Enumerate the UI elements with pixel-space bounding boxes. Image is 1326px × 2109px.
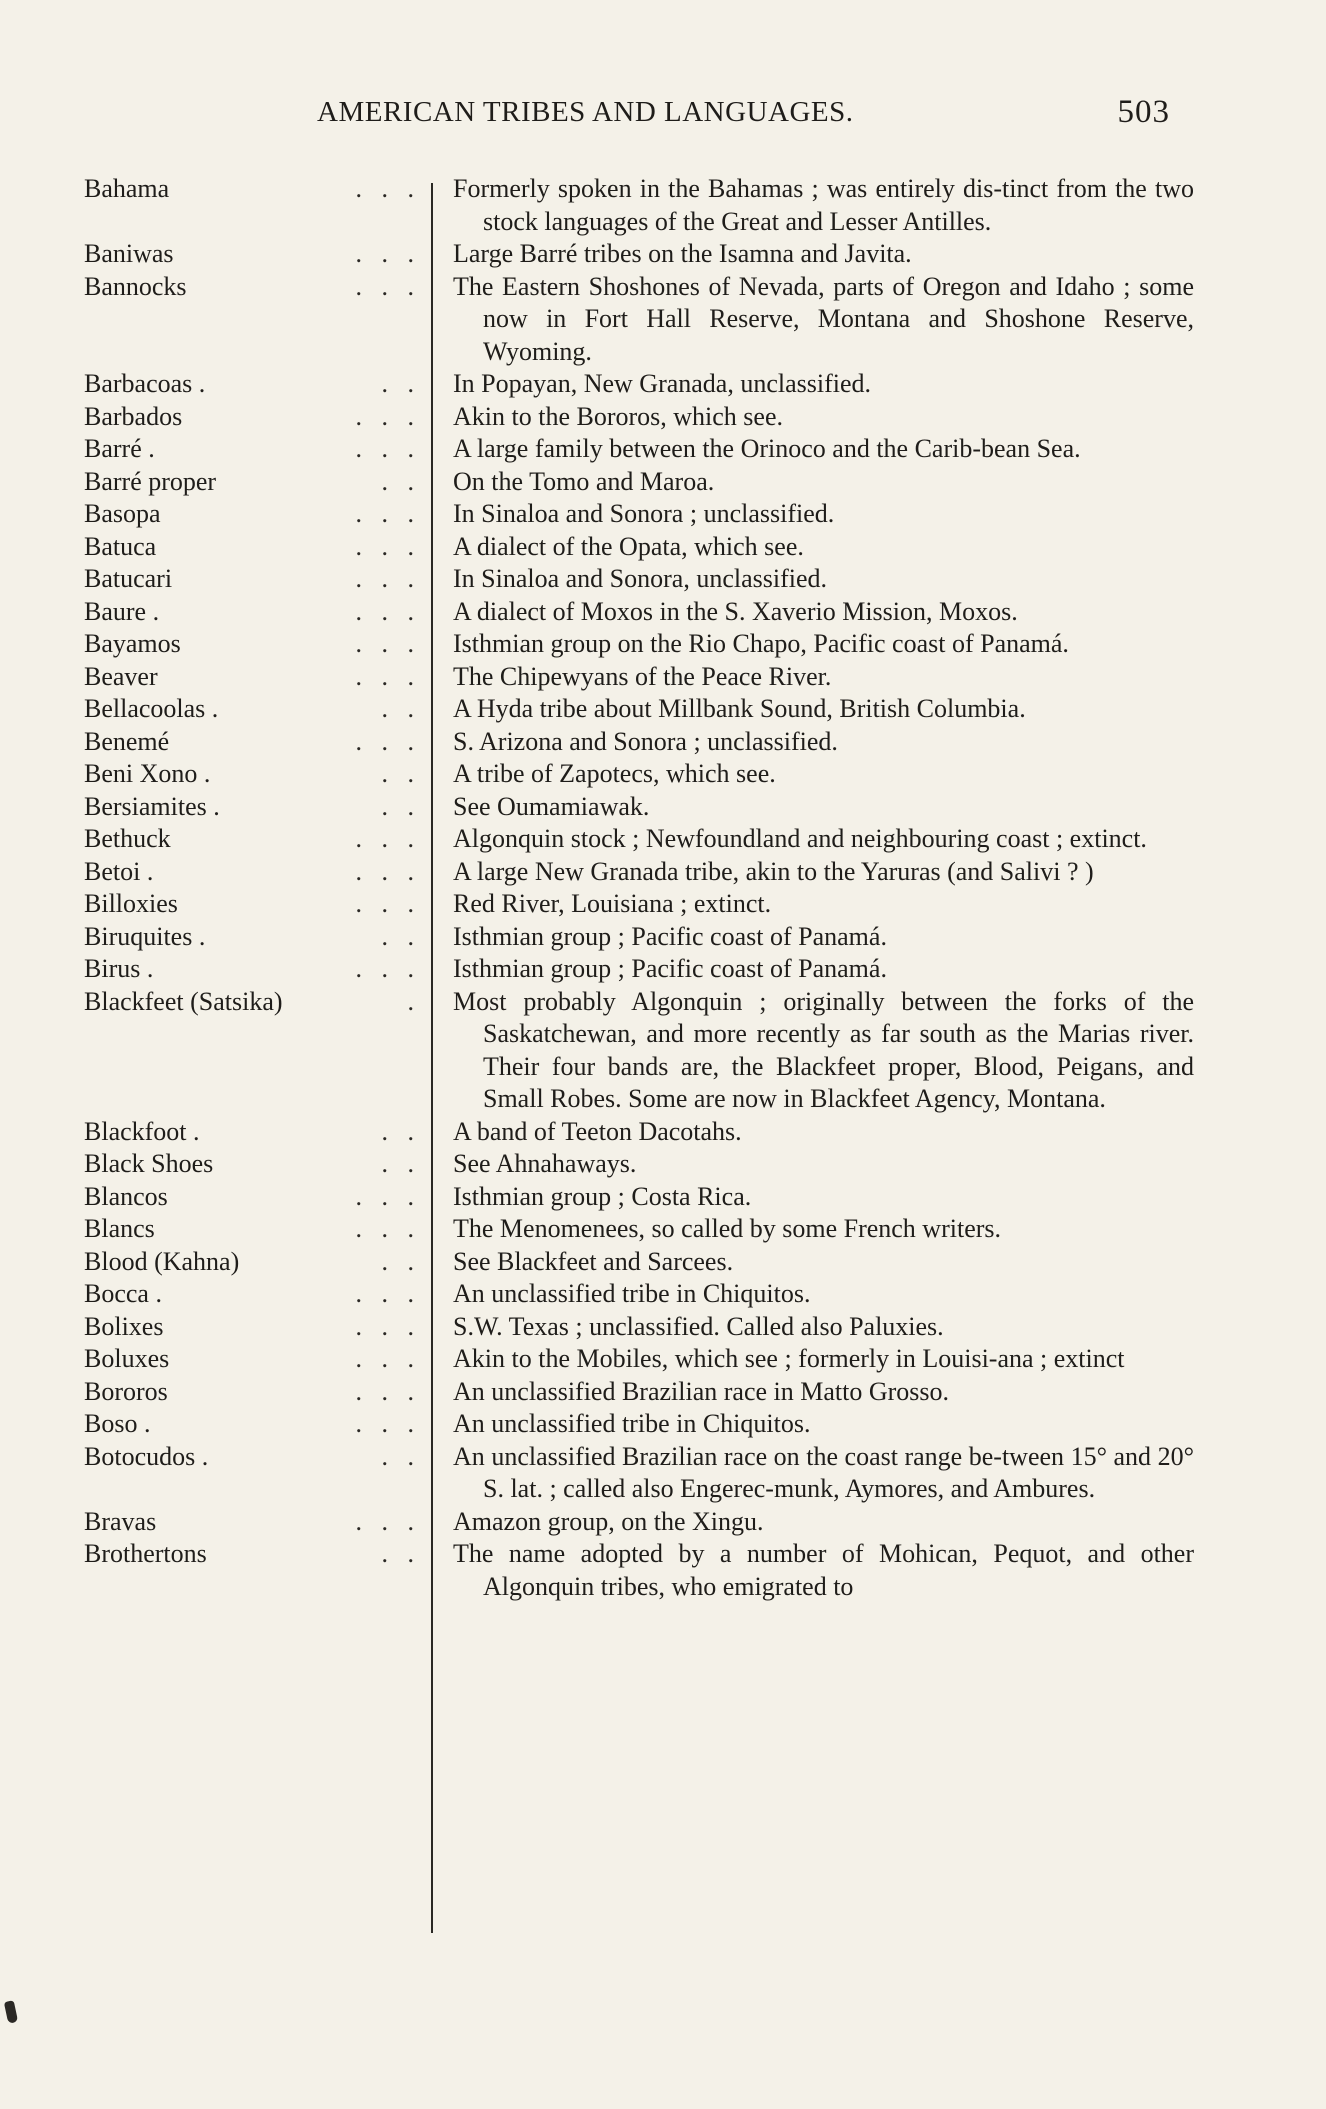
glossary-list: [84, 173, 1194, 1603]
glossary-entry: [84, 401, 1184, 434]
entry-description: An unclassified tribe in Chiquitos.: [453, 1409, 811, 1438]
entry-description: Isthmian group ; Pacific coast of Panamá.: [453, 921, 887, 951]
entry-description: A dialect of the Opata, which see.: [453, 531, 804, 561]
leader-dots: . . .: [355, 629, 414, 658]
glossary-entry: [84, 1343, 1184, 1376]
leader-dots: . . .: [355, 1376, 414, 1406]
leader-dots: . . .: [355, 239, 414, 268]
glossary-entry: [84, 271, 1194, 369]
entry-description: The Chipewyans of the Peace River.: [453, 661, 832, 691]
glossary-entry: [84, 693, 1184, 726]
entry-description: Formerly spoken in the Bahamas ; was entirely dis-tinct from the two stock languages of the Great and Lesser Antilles.: [453, 174, 1194, 236]
glossary-entry: [84, 953, 1184, 986]
leader-dots: . . .: [355, 1181, 414, 1211]
entry-description: An unclassified Brazilian race on the coast range be-tween 15° and 20° S. lat. ; called also Engerec-munk, Aymores, and Ambures.: [453, 1441, 1194, 1503]
entry-name-text: Boluxes: [84, 1344, 170, 1373]
leader-dots: . . .: [355, 1311, 414, 1341]
entry-name-text: Basopa: [84, 499, 161, 528]
leader-dots: . .: [329, 1539, 414, 1568]
leader-dots: . .: [355, 1116, 414, 1146]
glossary-entry: [84, 466, 1184, 499]
leader-dots: . . .: [355, 1344, 414, 1373]
glossary-entry: [84, 628, 1184, 661]
leader-dots: . . .: [355, 1506, 414, 1536]
entry-name-text: Blancs: [84, 1214, 155, 1243]
entry-description: See Oumamiawak.: [453, 791, 650, 821]
entry-name-text: Birus .: [84, 954, 154, 983]
entry-name-text: Blood (Kahna): [84, 1246, 240, 1276]
glossary-entry: [84, 1246, 1184, 1279]
entry-description: Akin to the Mobiles, which see ; formerly in Louisi-ana ; extinct: [453, 1344, 1125, 1373]
entry-name-text: Barbacoas .: [84, 369, 206, 398]
entry-description: Algonquin stock ; Newfoundland and neighbouring coast ; extinct.: [453, 824, 1147, 853]
leader-dots: . .: [355, 759, 414, 788]
glossary-entry: [84, 1213, 1184, 1246]
entry-name-text: Barré .: [84, 434, 155, 463]
entry-name-text: Bolixes: [84, 1311, 164, 1341]
entry-description: Amazon group, on the Xingu.: [453, 1506, 764, 1536]
entry-description: Red River, Louisiana ; extinct.: [453, 889, 772, 918]
entry-name-text: Beni Xono .: [84, 759, 211, 788]
entry-name-text: Bellacoolas .: [84, 694, 219, 723]
glossary-entry: [84, 921, 1184, 954]
glossary-entry: [84, 1116, 1184, 1149]
entry-name-text: Blackfoot .: [84, 1116, 200, 1146]
entry-description: A large family between the Orinoco and the Carib-bean Sea.: [453, 434, 1081, 463]
entry-description: The name adopted by a number of Mohican, Pequot, and other Algonquin tribes, who emigrated to: [453, 1539, 1194, 1601]
leader-dots: . .: [329, 1149, 414, 1178]
leader-dots: . . .: [355, 824, 414, 853]
leader-dots: . .: [355, 921, 414, 951]
entry-description: A Hyda tribe about Millbank Sound, British Columbia.: [453, 694, 1026, 723]
leader-dots: . . .: [355, 1214, 414, 1243]
glossary-entry: [84, 986, 1194, 1116]
entry-description: S. Arizona and Sonora ; unclassified.: [453, 726, 838, 756]
entry-description: On the Tomo and Maroa.: [453, 466, 715, 496]
glossary-entry: [84, 1278, 1184, 1311]
entry-description: See Blackfeet and Sarcees.: [453, 1246, 734, 1276]
leader-dots: .: [329, 986, 414, 1016]
leader-dots: . . .: [355, 1279, 414, 1308]
entry-name-text: Benemé: [84, 726, 170, 756]
entry-name-text: Barbados: [84, 401, 183, 431]
entry-description: A band of Teeton Dacotahs.: [453, 1116, 742, 1146]
glossary-entry: [84, 368, 1184, 401]
ink-blot: [4, 2000, 18, 2024]
entry-name-text: Black Shoes: [84, 1149, 214, 1178]
glossary-entry: [84, 173, 1194, 238]
entry-name-text: Blackfeet (Satsika): [84, 986, 283, 1016]
entry-description: Isthmian group on the Rio Chapo, Pacific coast of Panamá.: [453, 629, 1069, 658]
glossary-entry: [84, 1311, 1184, 1344]
entry-description: Most probably Algonquin ; originally between the forks of the Saskatchewan, and more recently as far south as the Marias river. Their four bands are, the Blackfeet proper, Blood, Peigans, and Small Robes. Some are now in Blackfeet Agency, Montana.: [453, 986, 1194, 1113]
entry-name-text: Betoi .: [84, 856, 154, 886]
leader-dots: . .: [355, 694, 414, 723]
entry-description: Isthmian group ; Pacific coast of Panamá.: [453, 954, 887, 983]
leader-dots: . . .: [355, 174, 414, 203]
entry-description: Akin to the Bororos, which see.: [453, 401, 784, 431]
leader-dots: . . .: [355, 954, 414, 983]
leader-dots: . . .: [355, 271, 414, 301]
entry-name-text: Boso .: [84, 1409, 151, 1438]
entry-description: A tribe of Zapotecs, which see.: [453, 759, 776, 788]
leader-dots: . . .: [355, 1409, 414, 1438]
entry-name-text: Batucari: [84, 564, 173, 593]
entry-name-text: Bayamos: [84, 629, 181, 658]
leader-dots: . . .: [355, 564, 414, 593]
page-number: 503: [1117, 94, 1170, 130]
entry-description: The Eastern Shoshones of Nevada, parts of Oregon and Idaho ; some now in Fort Hall Reserve, Montana and Shoshone Reserve, Wyoming.: [453, 271, 1194, 366]
glossary-entry: [84, 1538, 1194, 1603]
glossary-entry: [84, 433, 1184, 466]
leader-dots: . . .: [355, 856, 414, 886]
glossary-entry: [84, 1148, 1184, 1181]
entry-description: An unclassified tribe in Chiquitos.: [453, 1279, 811, 1308]
glossary-entry: [84, 888, 1184, 921]
glossary-entry: [84, 1376, 1184, 1409]
entry-name-text: Barré proper: [84, 466, 217, 496]
running-title: AMERICAN TRIBES AND LANGUAGES.: [317, 96, 854, 128]
glossary-entry: [84, 596, 1184, 629]
leader-dots: . .: [355, 791, 414, 821]
glossary-entry: [84, 823, 1184, 856]
glossary-entry: [84, 238, 1184, 271]
entry-name-text: Botocudos .: [84, 1441, 209, 1471]
entry-description: An unclassified Brazilian race in Matto Grosso.: [453, 1376, 950, 1406]
entry-name-text: Bororos: [84, 1376, 168, 1406]
glossary-entry: [84, 531, 1184, 564]
entry-description: In Sinaloa and Sonora ; unclassified.: [453, 499, 835, 528]
glossary-entry: [84, 1181, 1184, 1214]
running-header: [300, 96, 1170, 140]
leader-dots: . .: [329, 466, 414, 496]
entry-name-text: Blancos: [84, 1181, 168, 1211]
glossary-entry: [84, 661, 1184, 694]
glossary-entry: [84, 791, 1184, 824]
glossary-entry: [84, 1441, 1194, 1506]
leader-dots: . . .: [355, 531, 414, 561]
leader-dots: . .: [329, 1246, 414, 1276]
entry-name-text: Biruquites .: [84, 921, 206, 951]
entry-description: S.W. Texas ; unclassified. Called also Paluxies.: [453, 1311, 944, 1341]
entry-description: In Popayan, New Granada, unclassified.: [453, 369, 872, 398]
entry-name-text: Baniwas: [84, 239, 174, 268]
leader-dots: . . .: [355, 726, 414, 756]
leader-dots: . . .: [355, 661, 414, 691]
entry-name-text: Baure .: [84, 596, 160, 626]
entry-name-text: Bethuck: [84, 824, 171, 853]
leader-dots: . .: [355, 1441, 414, 1471]
entry-description: A dialect of Moxos in the S. Xaverio Mission, Moxos.: [453, 596, 1018, 626]
leader-dots: . . .: [355, 401, 414, 431]
entry-name-text: Bahama: [84, 174, 170, 203]
glossary-entry: [84, 498, 1184, 531]
entry-name-text: Bravas: [84, 1506, 157, 1536]
entry-description: See Ahnahaways.: [453, 1149, 637, 1178]
glossary-entry: [84, 563, 1184, 596]
entry-description: In Sinaloa and Sonora, unclassified.: [453, 564, 828, 593]
leader-dots: . . .: [355, 889, 414, 918]
glossary-entry: [84, 1506, 1184, 1539]
entry-name-text: Batuca: [84, 531, 157, 561]
entry-name-text: Bersiamites .: [84, 791, 220, 821]
leader-dots: . .: [355, 369, 414, 398]
leader-dots: . . .: [355, 434, 414, 463]
leader-dots: . . .: [355, 499, 414, 528]
glossary-entry: [84, 1408, 1184, 1441]
entry-description: The Menomenees, so called by some French writers.: [453, 1214, 1002, 1243]
glossary-entry: [84, 726, 1184, 759]
entry-description: Isthmian group ; Costa Rica.: [453, 1181, 752, 1211]
entry-name-text: Bannocks: [84, 271, 187, 301]
leader-dots: . . .: [355, 596, 414, 626]
entry-name-text: Beaver: [84, 661, 158, 691]
glossary-entry: [84, 856, 1184, 889]
entry-description: A large New Granada tribe, akin to the Yaruras (and Salivi ? ): [453, 856, 1094, 886]
entry-name-text: Brothertons: [84, 1539, 207, 1568]
entry-name-text: Billoxies: [84, 889, 178, 918]
entry-description: Large Barré tribes on the Isamna and Javita.: [453, 239, 912, 268]
entry-name-text: Bocca .: [84, 1279, 162, 1308]
glossary-entry: [84, 758, 1184, 791]
